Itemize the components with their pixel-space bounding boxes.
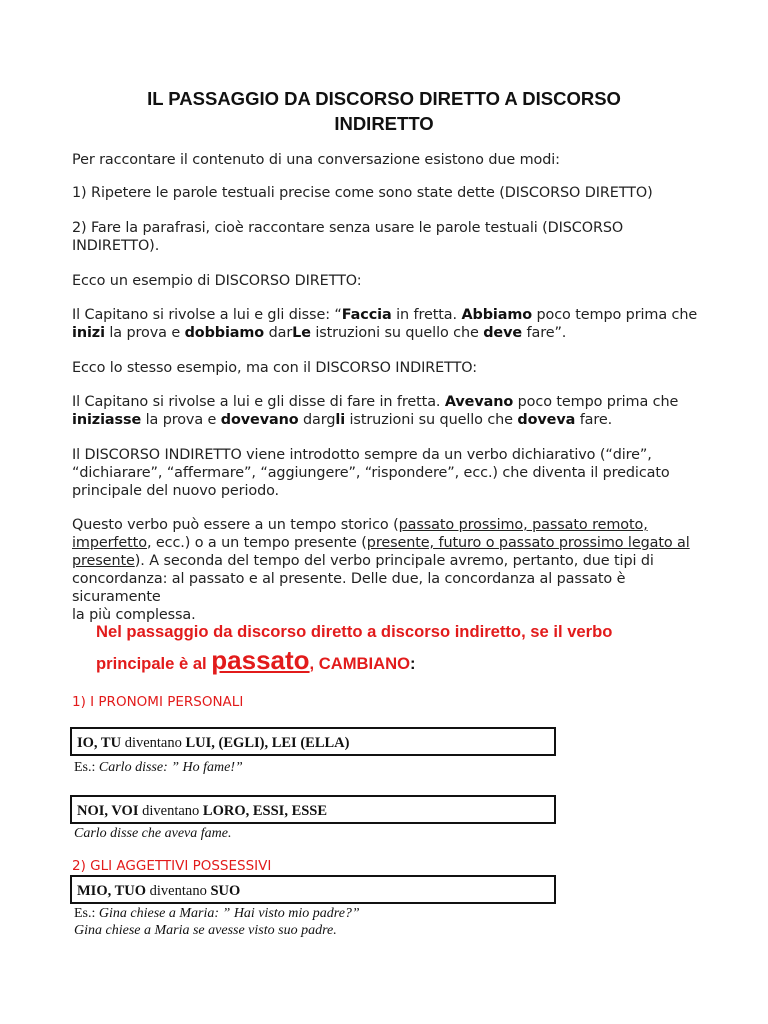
indirect-example-line-1 (72, 393, 702, 411)
direct-verb: inizi (72, 325, 105, 341)
rule-heading-line-1: Nel passaggio da discorso diretto a discorso indiretto, se il verbo (96, 622, 613, 641)
title-line-1: IL PASSAGGIO DA DISCORSO DIRETTO A DISCORSO (147, 88, 621, 109)
example-4 (74, 923, 337, 939)
mode-2-text (72, 219, 702, 255)
direct-example-line-1 (72, 306, 702, 324)
paragraph-line: principale del nuovo periodo. (72, 483, 280, 499)
direct-example-line-2 (72, 324, 702, 342)
indirect-text: istruzioni su quello che (345, 412, 518, 428)
example-prefix: Es.: (74, 760, 99, 775)
title-line-2: INDIRETTO (334, 113, 434, 134)
rule-connector: diventano (121, 735, 186, 751)
indirect-verb: doveva (517, 412, 576, 428)
underlined-tense: passato prossimo, passato remoto, (398, 517, 648, 533)
underlined-tense: presente, futuro o passato prossimo legato al (366, 535, 690, 551)
direct-verb: Faccia (341, 307, 392, 323)
rule-connector: diventano (146, 883, 211, 899)
rule-heading-line-2 (96, 646, 736, 678)
rule-box-pronouns-1 (70, 727, 556, 756)
rule-heading (96, 617, 736, 678)
rule-box-pronouns-2 (70, 795, 556, 824)
paragraph-text: Questo verbo può essere a un tempo storico ( (72, 517, 399, 533)
paragraph-line (72, 534, 702, 552)
tense-paragraph (72, 516, 702, 624)
indirect-example-intro: Ecco lo stesso esempio, ma con il DISCORSO INDIRETTO: (72, 360, 477, 376)
direct-text: Il Capitano si rivolse a lui e gli disse: “ (72, 307, 342, 323)
indirect-text: darg (298, 412, 336, 428)
example-prefix: Es.: (74, 906, 99, 921)
example-2 (74, 826, 231, 842)
rule-source: NOI, VOI (77, 803, 139, 819)
example-text: Gina chiese a Maria se avesse visto suo padre. (74, 923, 337, 938)
section-heading-possessives: 2) GLI AGGETTIVI POSSESSIVI (72, 858, 272, 874)
indirect-text: poco tempo prima che (513, 394, 679, 410)
declarative-verb-paragraph (72, 446, 702, 500)
indirect-pronoun: li (335, 412, 346, 428)
direct-pronoun: Le (292, 325, 311, 341)
underlined-tense: presente (72, 553, 135, 569)
rule-heading-text: , CAMBIANO (309, 654, 411, 673)
page-title (80, 86, 688, 136)
rule-connector: diventano (138, 803, 203, 819)
direct-text: poco tempo prima che (532, 307, 698, 323)
rule-box-possessives (70, 875, 556, 904)
underlined-tense: imperfetto (72, 535, 147, 551)
direct-text: la prova e (104, 325, 185, 341)
indirect-text: fare. (575, 412, 613, 428)
paragraph-text: , ecc.) o a un tempo presente ( (146, 535, 367, 551)
indirect-example (72, 393, 702, 429)
example-1 (74, 760, 243, 776)
rule-heading-emphasis: passato (211, 645, 310, 675)
paragraph-text: ). A seconda del tempo del verbo principale avremo, pertanto, due tipi di (134, 553, 654, 569)
indirect-verb: iniziasse (72, 412, 142, 428)
direct-verb: dobbiamo (184, 325, 265, 341)
indirect-verb: dovevano (220, 412, 299, 428)
indirect-text: la prova e (141, 412, 221, 428)
direct-text: fare”. (522, 325, 567, 341)
paragraph-line: concordanza: al passato e al presente. Delle due, la concordanza al passato è sicuramente (72, 571, 626, 605)
paragraph-line: “dichiarare”, “affermare”, “aggiungere”, “rispondere”, ecc.) che diventa il predicato (72, 465, 670, 481)
paragraph-line: Il DISCORSO INDIRETTO viene introdotto sempre da un verbo dichiarativo (“dire”, (72, 447, 652, 463)
direct-text: dar (264, 325, 293, 341)
direct-verb: deve (483, 325, 523, 341)
rule-source: MIO, TUO (77, 883, 147, 899)
intro-text: Per raccontare il contenuto di una conversazione esistono due modi: (72, 152, 560, 168)
rule-heading-colon: : (410, 654, 416, 673)
direct-verb: Abbiamo (461, 307, 533, 323)
direct-example-intro: Ecco un esempio di DISCORSO DIRETTO: (72, 273, 362, 289)
indirect-verb: Avevano (444, 394, 514, 410)
example-text: Gina chiese a Maria: ” Hai visto mio padre?” (98, 906, 360, 921)
example-text: Carlo disse che aveva fame. (74, 826, 232, 841)
direct-text: in fretta. (391, 307, 462, 323)
rule-target: LUI, (EGLI), LEI (ELLA) (185, 735, 350, 751)
rule-source: IO, TU (77, 735, 122, 751)
rule-heading-text: principale è al (96, 654, 212, 673)
example-3 (74, 906, 360, 922)
rule-target: SUO (210, 883, 241, 899)
paragraph-line (72, 552, 702, 570)
direct-text: istruzioni su quello che (310, 325, 484, 341)
indirect-example-line-2 (72, 411, 702, 429)
indirect-text: Il Capitano si rivolse a lui e gli disse di fare in fretta. (72, 394, 445, 410)
paragraph-line: la più complessa. (72, 607, 196, 623)
example-text: Carlo disse: ” Ho fame!” (98, 760, 243, 775)
mode-1-text: 1) Ripetere le parole testuali precise come sono state dette (DISCORSO DIRETTO) (72, 185, 653, 201)
mode-2-line-1: 2) Fare la parafrasi, cioè raccontare senza usare le parole testuali (DISCORSO (72, 220, 624, 236)
direct-example (72, 306, 702, 342)
section-heading-pronouns: 1) I PRONOMI PERSONALI (72, 694, 244, 710)
rule-target: LORO, ESSI, ESSE (202, 803, 328, 819)
mode-2-line-2: INDIRETTO). (72, 238, 160, 254)
paragraph-line (72, 516, 702, 534)
